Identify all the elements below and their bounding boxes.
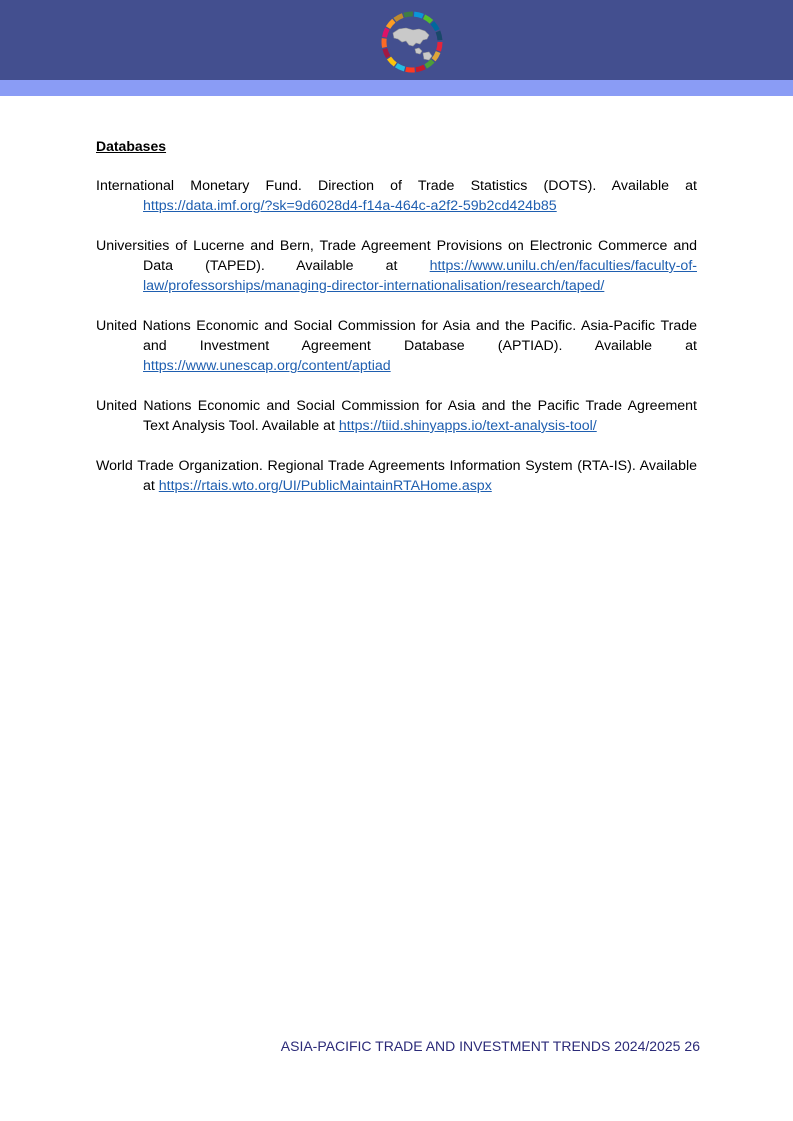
reference-imf-dots — [96, 176, 697, 216]
page-footer — [281, 1036, 700, 1056]
header-stripe — [0, 80, 793, 96]
reference-text: World Trade Organization. Regional Trade Agreements Information System (RTA-IS). Available at — [96, 458, 697, 494]
reference-text: Universities of Lucerne and Bern, Trade Agreement Provisions on Electronic Commerce and Data (TAPED). Available at — [96, 238, 697, 274]
reference-text: International Monetary Fund. Direction of Trade Statistics (DOTS). Available at — [96, 178, 697, 194]
reference-link[interactable]: https://www.unilu.ch/en/faculties/faculty-of-law/professorships/managing-director-internationalisation/research/taped/ — [143, 258, 697, 294]
footer-title: ASIA-PACIFIC TRADE AND INVESTMENT TRENDS 2024/2025 — [280, 1038, 681, 1054]
reference-link[interactable]: https://rtais.wto.org/UI/PublicMaintainRTAHome.aspx — [158, 478, 492, 494]
reference-link[interactable]: https://tiid.shinyapps.io/text-analysis-tool/ — [338, 418, 597, 434]
sdg-logo-icon — [379, 9, 445, 75]
page-number: 26 — [684, 1038, 700, 1054]
references-content — [96, 136, 697, 516]
reference-text: United Nations Economic and Social Commission for Asia and the Pacific Trade Agreement Text Analysis Tool. Available at — [96, 398, 697, 434]
reference-link[interactable]: https://data.imf.org/?sk=9d6028d4-f14a-464c-a2f2-59b2cd424b85 — [143, 198, 557, 214]
reference-wto-rta-is — [96, 456, 697, 496]
reference-text-analysis-tool — [96, 396, 697, 436]
reference-text: United Nations Economic and Social Commission for Asia and the Pacific. Asia-Pacific Trade and Investment Agreement Database (APTIAD). Available at — [96, 318, 697, 354]
reference-taped — [96, 236, 697, 296]
section-heading: Databases — [96, 138, 167, 154]
reference-aptiad — [96, 316, 697, 376]
reference-link[interactable]: https://www.unescap.org/content/aptiad — [143, 358, 391, 374]
